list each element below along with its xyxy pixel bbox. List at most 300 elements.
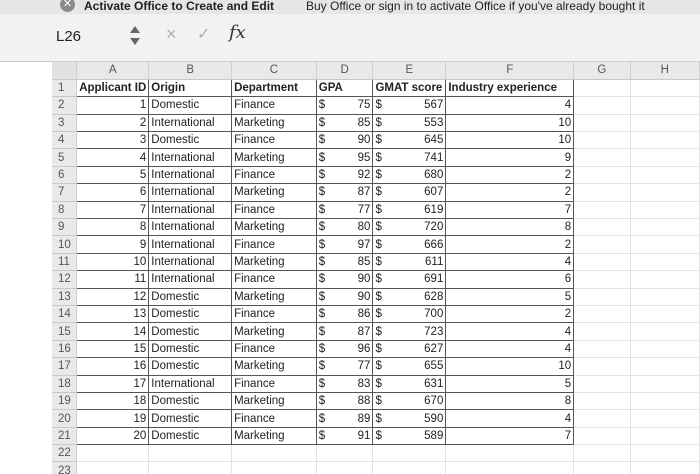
gpa-cell[interactable] bbox=[316, 375, 373, 392]
gmat-cell[interactable] bbox=[373, 184, 446, 201]
cancel-icon[interactable]: × bbox=[166, 24, 177, 44]
gmat-cell[interactable] bbox=[373, 271, 446, 288]
industry-experience-cell[interactable]: 9 bbox=[446, 149, 574, 166]
cell-value: 645 bbox=[424, 134, 444, 147]
row-header[interactable]: 1 bbox=[52, 79, 77, 96]
empty-cell[interactable] bbox=[630, 201, 699, 218]
empty-cell[interactable] bbox=[574, 166, 630, 183]
department-cell[interactable]: Marketing bbox=[232, 288, 317, 305]
activation-banner[interactable] bbox=[0, 0, 700, 14]
column-title-cell[interactable]: Industry experience bbox=[446, 79, 574, 96]
empty-cell[interactable] bbox=[373, 445, 446, 462]
column-header-a[interactable]: A bbox=[77, 62, 149, 79]
cell-value: 670 bbox=[424, 395, 444, 408]
empty-cell[interactable] bbox=[574, 132, 630, 149]
department-cell[interactable]: Finance bbox=[232, 340, 317, 357]
cell-value: 90 bbox=[357, 273, 371, 286]
empty-cell[interactable] bbox=[446, 445, 574, 462]
gpa-cell[interactable] bbox=[316, 392, 373, 409]
row-header[interactable]: 8 bbox=[52, 201, 77, 218]
empty-cell[interactable] bbox=[232, 462, 317, 474]
empty-cell[interactable] bbox=[630, 427, 699, 444]
empty-cell[interactable] bbox=[630, 410, 699, 427]
cell-value: 90 bbox=[357, 290, 371, 303]
empty-cell[interactable] bbox=[630, 79, 699, 96]
applicant-id-cell[interactable]: 7 bbox=[77, 201, 149, 218]
gmat-cell[interactable] bbox=[373, 358, 446, 375]
origin-cell[interactable]: Domestic bbox=[149, 323, 232, 340]
row-header[interactable]: 5 bbox=[52, 149, 77, 166]
gmat-cell[interactable] bbox=[373, 97, 446, 114]
enter-icon[interactable]: ✓ bbox=[197, 26, 211, 43]
gmat-cell[interactable] bbox=[373, 149, 446, 166]
empty-cell[interactable] bbox=[630, 445, 699, 462]
empty-cell[interactable] bbox=[574, 305, 630, 322]
industry-experience-cell[interactable]: 2 bbox=[446, 184, 574, 201]
column-title-cell[interactable]: GMAT score bbox=[373, 79, 446, 96]
row-header[interactable]: 7 bbox=[52, 184, 77, 201]
origin-cell[interactable]: Domestic bbox=[149, 288, 232, 305]
cell-value: 619 bbox=[424, 203, 444, 216]
empty-cell[interactable] bbox=[574, 236, 630, 253]
industry-experience-cell[interactable]: 2 bbox=[446, 305, 574, 322]
empty-cell[interactable] bbox=[574, 445, 630, 462]
gpa-cell[interactable] bbox=[316, 97, 373, 114]
cell-value: 655 bbox=[424, 360, 444, 373]
applicant-id-cell[interactable]: 16 bbox=[77, 358, 149, 375]
cell-value: 86 bbox=[357, 308, 371, 321]
department-cell[interactable]: Marketing bbox=[232, 114, 317, 131]
origin-cell[interactable]: Domestic bbox=[149, 358, 232, 375]
industry-experience-cell[interactable]: 4 bbox=[446, 97, 574, 114]
gmat-cell[interactable] bbox=[373, 305, 446, 322]
empty-cell[interactable] bbox=[630, 253, 699, 270]
table-row bbox=[52, 132, 700, 149]
row-header[interactable]: 9 bbox=[52, 219, 77, 236]
empty-cell[interactable] bbox=[574, 288, 630, 305]
applicant-id-cell[interactable]: 13 bbox=[77, 305, 149, 322]
empty-cell[interactable] bbox=[630, 97, 699, 114]
applicant-id-cell[interactable]: 5 bbox=[77, 166, 149, 183]
gmat-cell[interactable] bbox=[373, 340, 446, 357]
empty-cell[interactable] bbox=[149, 462, 232, 474]
cell-value: 90 bbox=[357, 134, 371, 147]
gmat-cell[interactable] bbox=[373, 219, 446, 236]
department-cell[interactable]: Finance bbox=[232, 410, 317, 427]
table-row bbox=[52, 410, 700, 427]
department-cell[interactable]: Finance bbox=[232, 97, 317, 114]
gmat-cell[interactable] bbox=[373, 375, 446, 392]
cell-value: 75 bbox=[357, 99, 371, 112]
cell-value: 83 bbox=[357, 377, 371, 390]
gpa-cell[interactable] bbox=[316, 132, 373, 149]
origin-cell[interactable]: International bbox=[149, 219, 232, 236]
cell-value: 691 bbox=[424, 273, 444, 286]
department-cell[interactable]: Finance bbox=[232, 166, 317, 183]
currency-symbol: $ bbox=[375, 429, 382, 442]
gmat-cell[interactable] bbox=[373, 132, 446, 149]
cell-value: 553 bbox=[424, 116, 444, 129]
gpa-cell[interactable] bbox=[316, 427, 373, 444]
cell-value: 85 bbox=[357, 255, 371, 268]
origin-cell[interactable]: Domestic bbox=[149, 340, 232, 357]
empty-cell[interactable] bbox=[574, 97, 630, 114]
industry-experience-cell[interactable]: 4 bbox=[446, 410, 574, 427]
empty-cell[interactable] bbox=[574, 375, 630, 392]
banner-message[interactable]: Buy Office or sign in to activate Office if you've already bought it bbox=[306, 0, 645, 13]
applicant-id-cell[interactable]: 4 bbox=[77, 149, 149, 166]
origin-cell[interactable]: Domestic bbox=[149, 427, 232, 444]
empty-cell[interactable] bbox=[574, 79, 630, 96]
empty-cell[interactable] bbox=[574, 392, 630, 409]
cell-value: 628 bbox=[424, 290, 444, 303]
gmat-cell[interactable] bbox=[373, 392, 446, 409]
department-cell[interactable]: Finance bbox=[232, 236, 317, 253]
row-header[interactable]: 14 bbox=[52, 305, 77, 322]
gpa-cell[interactable] bbox=[316, 340, 373, 357]
industry-experience-cell[interactable]: 5 bbox=[446, 288, 574, 305]
empty-cell[interactable] bbox=[316, 462, 373, 474]
applicant-id-cell[interactable]: 9 bbox=[77, 236, 149, 253]
gpa-cell[interactable] bbox=[316, 184, 373, 201]
applicant-id-cell[interactable]: 6 bbox=[77, 184, 149, 201]
cell-value: 80 bbox=[357, 221, 371, 234]
empty-cell[interactable] bbox=[630, 184, 699, 201]
applicant-id-cell[interactable]: 14 bbox=[77, 323, 149, 340]
currency-symbol: $ bbox=[318, 203, 326, 216]
row-header[interactable]: 3 bbox=[52, 114, 77, 131]
row-header[interactable]: 23 bbox=[52, 462, 77, 474]
cell-value: 95 bbox=[357, 151, 371, 164]
table-row bbox=[52, 375, 700, 392]
column-header-h[interactable]: H bbox=[630, 62, 699, 79]
column-title-cell[interactable]: Origin bbox=[149, 79, 232, 96]
applicant-id-cell[interactable]: 15 bbox=[77, 340, 149, 357]
applicant-id-cell[interactable]: 3 bbox=[77, 132, 149, 149]
applicant-id-cell[interactable]: 8 bbox=[77, 219, 149, 236]
gpa-cell[interactable] bbox=[316, 323, 373, 340]
name-box[interactable]: L26 bbox=[56, 28, 82, 45]
department-cell[interactable]: Marketing bbox=[232, 253, 317, 270]
currency-symbol: $ bbox=[318, 308, 326, 321]
empty-cell[interactable] bbox=[630, 271, 699, 288]
industry-experience-cell[interactable]: 2 bbox=[446, 236, 574, 253]
empty-cell[interactable] bbox=[574, 340, 630, 357]
department-cell[interactable]: Finance bbox=[232, 201, 317, 218]
origin-cell[interactable]: International bbox=[149, 236, 232, 253]
currency-symbol: $ bbox=[318, 290, 326, 303]
gmat-cell[interactable] bbox=[373, 323, 446, 340]
department-cell[interactable]: Marketing bbox=[232, 149, 317, 166]
table-row bbox=[52, 340, 700, 357]
empty-cell[interactable] bbox=[630, 114, 699, 131]
banner-title: Activate Office to Create and Edit bbox=[84, 0, 275, 13]
row-header[interactable]: 16 bbox=[52, 340, 77, 357]
table-row bbox=[52, 79, 700, 96]
table-row bbox=[52, 392, 700, 409]
empty-cell[interactable] bbox=[630, 375, 699, 392]
gmat-cell[interactable] bbox=[373, 114, 446, 131]
column-title-cell[interactable]: Department bbox=[232, 79, 317, 96]
close-icon[interactable]: ✕ bbox=[60, 0, 75, 12]
department-cell[interactable]: Marketing bbox=[232, 184, 317, 201]
chevron-down-icon[interactable] bbox=[130, 38, 140, 45]
cell-value: 87 bbox=[357, 186, 371, 199]
currency-symbol: $ bbox=[375, 290, 382, 303]
currency-symbol: $ bbox=[375, 325, 382, 338]
gpa-cell[interactable] bbox=[316, 114, 373, 131]
empty-cell[interactable] bbox=[630, 149, 699, 166]
industry-experience-cell[interactable]: 5 bbox=[446, 375, 574, 392]
select-all-corner[interactable] bbox=[52, 62, 77, 79]
gpa-cell[interactable] bbox=[316, 236, 373, 253]
table-row bbox=[52, 114, 700, 131]
empty-cell[interactable] bbox=[373, 462, 446, 474]
row-header[interactable]: 2 bbox=[52, 97, 77, 114]
table-row bbox=[52, 462, 700, 474]
table-row bbox=[52, 236, 700, 253]
applicant-id-cell[interactable]: 10 bbox=[77, 253, 149, 270]
empty-cell[interactable] bbox=[77, 445, 149, 462]
empty-cell[interactable] bbox=[574, 323, 630, 340]
row-header[interactable]: 10 bbox=[52, 236, 77, 253]
empty-cell[interactable] bbox=[232, 445, 317, 462]
currency-symbol: $ bbox=[318, 429, 326, 442]
empty-cell[interactable] bbox=[574, 149, 630, 166]
gpa-cell[interactable] bbox=[316, 288, 373, 305]
origin-cell[interactable]: International bbox=[149, 166, 232, 183]
table-row bbox=[52, 166, 700, 183]
gpa-cell[interactable] bbox=[316, 358, 373, 375]
row-header[interactable]: 6 bbox=[52, 166, 77, 183]
gpa-cell[interactable] bbox=[316, 410, 373, 427]
column-header-e[interactable]: E bbox=[373, 62, 446, 79]
origin-cell[interactable]: International bbox=[149, 149, 232, 166]
cell-value: 77 bbox=[357, 203, 371, 216]
table-row bbox=[52, 253, 700, 270]
currency-symbol: $ bbox=[375, 169, 382, 182]
currency-symbol: $ bbox=[375, 151, 382, 164]
currency-symbol: $ bbox=[375, 273, 382, 286]
department-cell[interactable]: Marketing bbox=[232, 219, 317, 236]
empty-cell[interactable] bbox=[630, 236, 699, 253]
origin-cell[interactable]: Domestic bbox=[149, 132, 232, 149]
empty-cell[interactable] bbox=[630, 288, 699, 305]
empty-cell[interactable] bbox=[630, 166, 699, 183]
industry-experience-cell[interactable]: 10 bbox=[446, 132, 574, 149]
currency-symbol: $ bbox=[375, 255, 382, 268]
applicant-id-cell[interactable]: 1 bbox=[77, 97, 149, 114]
column-title-cell[interactable]: GPA bbox=[316, 79, 373, 96]
row-header[interactable]: 13 bbox=[52, 288, 77, 305]
empty-cell[interactable] bbox=[630, 305, 699, 322]
currency-symbol: $ bbox=[318, 360, 326, 373]
department-cell[interactable]: Finance bbox=[232, 375, 317, 392]
empty-cell[interactable] bbox=[446, 462, 574, 474]
empty-cell[interactable] bbox=[574, 410, 630, 427]
column-header-d[interactable]: D bbox=[316, 62, 373, 79]
gmat-cell[interactable] bbox=[373, 201, 446, 218]
table-row bbox=[52, 358, 700, 375]
applicant-id-cell[interactable]: 11 bbox=[77, 271, 149, 288]
gpa-cell[interactable] bbox=[316, 166, 373, 183]
currency-symbol: $ bbox=[375, 238, 382, 251]
industry-experience-cell[interactable]: 8 bbox=[446, 219, 574, 236]
origin-cell[interactable]: International bbox=[149, 184, 232, 201]
row-header[interactable]: 18 bbox=[52, 375, 77, 392]
empty-cell[interactable] bbox=[574, 201, 630, 218]
empty-cell[interactable] bbox=[630, 340, 699, 357]
empty-cell[interactable] bbox=[630, 358, 699, 375]
origin-cell[interactable]: International bbox=[149, 271, 232, 288]
origin-cell[interactable]: Domestic bbox=[149, 410, 232, 427]
currency-symbol: $ bbox=[375, 342, 382, 355]
department-cell[interactable]: Marketing bbox=[232, 427, 317, 444]
row-header[interactable]: 11 bbox=[52, 253, 77, 270]
column-header-g[interactable]: G bbox=[574, 62, 630, 79]
cell-value: 666 bbox=[424, 238, 444, 251]
formula-bar bbox=[0, 14, 700, 62]
table-row bbox=[52, 149, 700, 166]
empty-cell[interactable] bbox=[574, 462, 630, 474]
cell-value: 741 bbox=[424, 151, 444, 164]
industry-experience-cell[interactable]: 8 bbox=[446, 392, 574, 409]
cell-value: 77 bbox=[357, 360, 371, 373]
column-title-cell[interactable]: Applicant ID bbox=[77, 79, 149, 96]
gmat-cell[interactable] bbox=[373, 288, 446, 305]
insert-function-icon[interactable]: fx bbox=[229, 22, 246, 43]
row-header[interactable]: 15 bbox=[52, 323, 77, 340]
gmat-cell[interactable] bbox=[373, 236, 446, 253]
currency-symbol: $ bbox=[375, 116, 382, 129]
currency-symbol: $ bbox=[318, 238, 326, 251]
row-header[interactable]: 4 bbox=[52, 132, 77, 149]
spreadsheet-grid[interactable] bbox=[0, 62, 700, 474]
gpa-cell[interactable] bbox=[316, 149, 373, 166]
row-header[interactable]: 22 bbox=[52, 445, 77, 462]
applicant-id-cell[interactable]: 17 bbox=[77, 375, 149, 392]
industry-experience-cell[interactable]: 10 bbox=[446, 114, 574, 131]
cell-value: 567 bbox=[424, 99, 444, 112]
empty-cell[interactable] bbox=[574, 219, 630, 236]
industry-experience-cell[interactable]: 7 bbox=[446, 427, 574, 444]
applicant-id-cell[interactable]: 2 bbox=[77, 114, 149, 131]
empty-cell[interactable] bbox=[574, 184, 630, 201]
currency-symbol: $ bbox=[318, 116, 326, 129]
gmat-cell[interactable] bbox=[373, 253, 446, 270]
empty-cell[interactable] bbox=[630, 462, 699, 474]
industry-experience-cell[interactable]: 7 bbox=[446, 201, 574, 218]
currency-symbol: $ bbox=[375, 360, 382, 373]
applicant-id-cell[interactable]: 20 bbox=[77, 427, 149, 444]
cell-value: 85 bbox=[357, 116, 371, 129]
applicant-id-cell[interactable]: 18 bbox=[77, 392, 149, 409]
department-cell[interactable]: Finance bbox=[232, 305, 317, 322]
applicant-id-cell[interactable]: 19 bbox=[77, 410, 149, 427]
applicant-id-cell[interactable]: 12 bbox=[77, 288, 149, 305]
industry-experience-cell[interactable]: 4 bbox=[446, 340, 574, 357]
chevron-up-icon[interactable] bbox=[130, 26, 140, 33]
department-cell[interactable]: Marketing bbox=[232, 392, 317, 409]
cell-value: 589 bbox=[424, 429, 444, 442]
row-header[interactable]: 21 bbox=[52, 427, 77, 444]
currency-symbol: $ bbox=[375, 186, 382, 199]
origin-cell[interactable]: Domestic bbox=[149, 305, 232, 322]
industry-experience-cell[interactable]: 4 bbox=[446, 253, 574, 270]
row-header[interactable]: 19 bbox=[52, 392, 77, 409]
empty-cell[interactable] bbox=[316, 445, 373, 462]
cell-value: 88 bbox=[357, 395, 371, 408]
currency-symbol: $ bbox=[375, 134, 382, 147]
empty-cell[interactable] bbox=[630, 392, 699, 409]
department-cell[interactable]: Marketing bbox=[232, 323, 317, 340]
origin-cell[interactable]: International bbox=[149, 375, 232, 392]
empty-cell[interactable] bbox=[574, 253, 630, 270]
empty-cell[interactable] bbox=[630, 323, 699, 340]
table-row bbox=[52, 427, 700, 444]
cell-value: 611 bbox=[425, 255, 444, 268]
empty-cell[interactable] bbox=[574, 114, 630, 131]
worksheet[interactable] bbox=[52, 62, 700, 474]
gpa-cell[interactable] bbox=[316, 305, 373, 322]
cell-value: 631 bbox=[424, 377, 444, 390]
gpa-cell[interactable] bbox=[316, 201, 373, 218]
column-header-b[interactable]: B bbox=[149, 62, 232, 79]
column-header-c[interactable]: C bbox=[232, 62, 317, 79]
empty-cell[interactable] bbox=[149, 445, 232, 462]
empty-cell[interactable] bbox=[574, 271, 630, 288]
gmat-cell[interactable] bbox=[373, 427, 446, 444]
row-header[interactable]: 12 bbox=[52, 271, 77, 288]
table-row bbox=[52, 97, 700, 114]
empty-cell[interactable] bbox=[574, 427, 630, 444]
industry-experience-cell[interactable]: 6 bbox=[446, 271, 574, 288]
table-row bbox=[52, 271, 700, 288]
column-header-f[interactable]: F bbox=[446, 62, 574, 79]
gmat-cell[interactable] bbox=[373, 410, 446, 427]
cell-value: 590 bbox=[424, 412, 444, 425]
industry-experience-cell[interactable]: 2 bbox=[446, 166, 574, 183]
department-cell[interactable]: Marketing bbox=[232, 358, 317, 375]
origin-cell[interactable]: International bbox=[149, 201, 232, 218]
currency-symbol: $ bbox=[375, 203, 382, 216]
origin-cell[interactable]: International bbox=[149, 114, 232, 131]
table-row bbox=[52, 305, 700, 322]
origin-cell[interactable]: International bbox=[149, 253, 232, 270]
department-cell[interactable]: Finance bbox=[232, 271, 317, 288]
gmat-cell[interactable] bbox=[373, 166, 446, 183]
origin-cell[interactable]: Domestic bbox=[149, 97, 232, 114]
name-box-stepper[interactable] bbox=[130, 26, 140, 48]
industry-experience-cell[interactable]: 10 bbox=[446, 358, 574, 375]
gpa-cell[interactable] bbox=[316, 271, 373, 288]
gpa-cell[interactable] bbox=[316, 253, 373, 270]
row-header[interactable]: 20 bbox=[52, 410, 77, 427]
cell-value: 607 bbox=[424, 186, 444, 199]
currency-symbol: $ bbox=[318, 395, 326, 408]
empty-cell[interactable] bbox=[630, 219, 699, 236]
row-header[interactable]: 17 bbox=[52, 358, 77, 375]
department-cell[interactable]: Finance bbox=[232, 132, 317, 149]
empty-cell[interactable] bbox=[77, 462, 149, 474]
cell-value: 92 bbox=[357, 169, 371, 182]
empty-cell[interactable] bbox=[630, 132, 699, 149]
industry-experience-cell[interactable]: 4 bbox=[446, 323, 574, 340]
gpa-cell[interactable] bbox=[316, 219, 373, 236]
table-row bbox=[52, 184, 700, 201]
origin-cell[interactable]: Domestic bbox=[149, 392, 232, 409]
empty-cell[interactable] bbox=[574, 358, 630, 375]
